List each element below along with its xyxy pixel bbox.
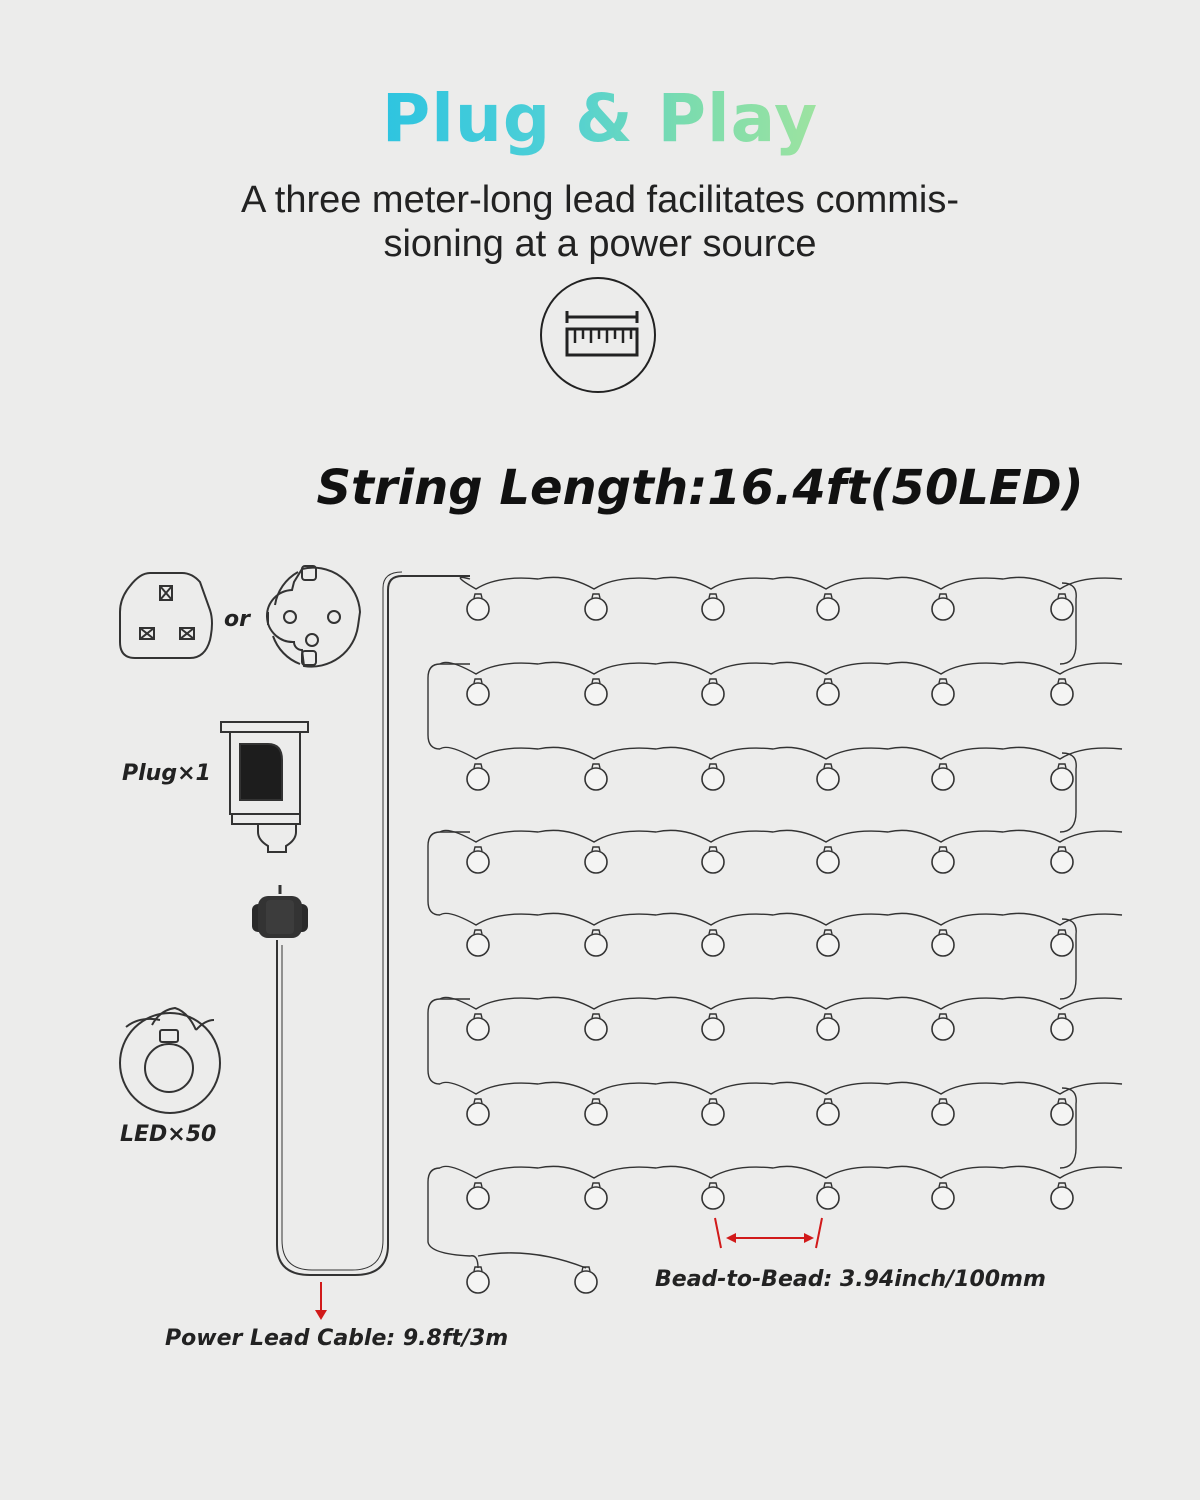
led-bulb (1051, 1014, 1073, 1040)
led-string (428, 577, 1122, 1293)
led-bulb (467, 594, 489, 620)
led-bulb (817, 847, 839, 873)
led-bulb (817, 764, 839, 790)
bead-to-bead-label: Bead-to-Bead: 3.94inch/100mm (655, 1267, 1046, 1292)
led-bulb (932, 764, 954, 790)
plug-label: Plug×1 (122, 761, 211, 786)
eu-plug-icon (267, 566, 360, 667)
led-bulb (932, 1014, 954, 1040)
led-bulb (932, 1099, 954, 1125)
led-bulb (585, 847, 607, 873)
led-bulb (932, 847, 954, 873)
led-bulb (932, 930, 954, 956)
led-bulb (702, 1183, 724, 1209)
led-bulb (585, 1099, 607, 1125)
uk-plug-icon (120, 573, 212, 658)
led-bulb (702, 847, 724, 873)
led-bulb (467, 764, 489, 790)
led-bulb (702, 1099, 724, 1125)
or-label: or (224, 607, 250, 632)
led-bulb (1051, 1099, 1073, 1125)
led-bulb (817, 679, 839, 705)
led-bulb (467, 930, 489, 956)
led-bulb (1051, 679, 1073, 705)
plug-adapter-icon (221, 722, 308, 852)
led-bulb (817, 1099, 839, 1125)
string-length-heading: String Length:16.4ft(50LED) (316, 460, 1084, 516)
led-bulb (702, 679, 724, 705)
led-bulb (932, 594, 954, 620)
power-lead-label: Power Lead Cable: 9.8ft/3m (165, 1326, 509, 1351)
led-bulb (585, 930, 607, 956)
power-lead-arrow (315, 1282, 327, 1320)
led-bulb (817, 1014, 839, 1040)
led-bulb (585, 679, 607, 705)
led-bulb (702, 764, 724, 790)
connector-icon (252, 885, 308, 938)
title-text: Plug & Play (381, 80, 819, 157)
led-bulb (932, 679, 954, 705)
led-bulb (467, 847, 489, 873)
led-bulb-icon (120, 1008, 220, 1113)
led-bulb (932, 1183, 954, 1209)
led-bulb (1051, 594, 1073, 620)
led-bulb (702, 930, 724, 956)
led-bulb (1051, 764, 1073, 790)
led-bulb (467, 1099, 489, 1125)
led-bulb (1051, 1183, 1073, 1209)
led-bulb (702, 594, 724, 620)
led-bulb (467, 1183, 489, 1209)
led-bulb (1051, 930, 1073, 956)
subtitle-line-1: A three meter-long lead facilitates commis- (240, 179, 960, 221)
led-bulb (467, 1014, 489, 1040)
led-bulb (467, 679, 489, 705)
led-bulb (817, 930, 839, 956)
led-bulb (585, 1183, 607, 1209)
led-bulb (575, 1267, 597, 1293)
led-bulb (1051, 847, 1073, 873)
bead-to-bead-marker (715, 1218, 822, 1248)
subtitle-line-2: sioning at a power source (383, 223, 817, 265)
led-bulb (817, 1183, 839, 1209)
led-label: LED×50 (120, 1122, 217, 1147)
led-bulb (585, 764, 607, 790)
led-bulb (585, 594, 607, 620)
led-bulb (585, 1014, 607, 1040)
led-bulb (702, 1014, 724, 1040)
led-bulb (467, 1267, 489, 1293)
led-bulb (817, 594, 839, 620)
